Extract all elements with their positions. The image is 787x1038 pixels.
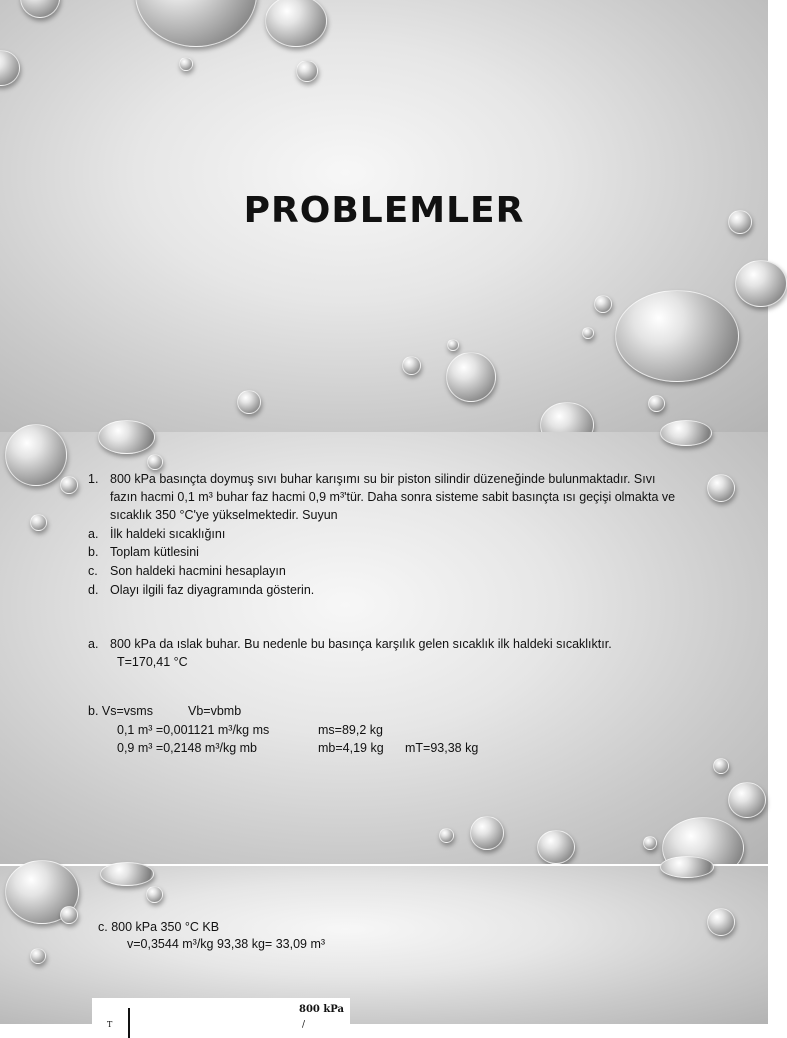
answer-b-mt: mT=93,38 kg (405, 741, 479, 755)
answer-b-heading: b. Vs=vsms (88, 704, 153, 718)
water-drop-decoration (30, 514, 47, 531)
water-drop-decoration (30, 948, 46, 964)
water-drop-decoration (582, 327, 594, 339)
problem-statement (110, 470, 704, 524)
slide-title: PROBLEMLER (243, 190, 525, 231)
water-drop-decoration (265, 0, 327, 47)
answer-b-heading-vb: Vb=vbmb (188, 704, 242, 718)
water-drop-decoration (594, 295, 612, 313)
problem-line: sıcaklık 350 °C'ye yükselmektedir. Suyun (110, 508, 338, 522)
water-drop-decoration (135, 0, 257, 47)
problem-number: 1. (88, 472, 99, 486)
answer-a-temperature: T=170,41 °C (117, 655, 188, 669)
water-drop-decoration (402, 356, 421, 375)
answer-b-eq1: 0,1 m³ =0,001121 m³/kg ms (117, 723, 270, 737)
water-drop-decoration (60, 906, 78, 924)
water-drop-decoration (707, 474, 735, 502)
water-drop-decoration (147, 454, 163, 470)
water-drop-decoration (643, 836, 657, 850)
water-drop-decoration (98, 420, 155, 454)
water-drop-decoration (707, 908, 735, 936)
water-drop-decoration (5, 424, 67, 486)
answer-a-letter: a. (88, 637, 99, 651)
t-axis (128, 1008, 130, 1038)
answer-a-text: 800 kPa da ıslak buhar. Bu nedenle bu basınça karşılık gelen sıcaklık ilk haldeki sıcaklıktır. (110, 637, 612, 651)
problem-line: 800 kPa basınçta doymuş sıvı buhar karışımı su bir piston silindir düzeneğinde bulunmaktadır. Sıvı (110, 472, 656, 486)
water-drop-decoration (615, 290, 739, 382)
task-letter: b. (88, 545, 99, 559)
water-drop-decoration (660, 420, 712, 446)
water-drop-decoration (735, 260, 787, 307)
t-axis-label: T (107, 1020, 113, 1029)
water-drop-decoration (100, 862, 154, 886)
answer-c-line2: v=0,3544 m³/kg 93,38 kg= 33,09 m³ (127, 937, 326, 951)
water-drop-decoration (237, 390, 261, 414)
water-drop-decoration (0, 50, 20, 86)
water-drop-decoration (20, 0, 60, 18)
answer-b-eq2: 0,9 m³ =0,2148 m³/kg mb (117, 741, 257, 755)
task-letter: d. (88, 583, 99, 597)
answer-b-mb: mb=4,19 kg (318, 741, 384, 755)
water-drop-decoration (713, 758, 729, 774)
task-text: Toplam kütlesini (110, 545, 199, 559)
answer-c-line1: c. 800 kPa 350 °C KB (98, 920, 220, 934)
water-drop-decoration (447, 339, 459, 351)
task-text: Olayı ilgili faz diyagramında gösterin. (110, 583, 315, 597)
water-drop-decoration (296, 60, 318, 82)
water-drop-decoration (446, 352, 496, 402)
task-text: İlk haldeki sıcaklığını (110, 527, 226, 541)
solution-slide (0, 866, 768, 1030)
water-drop-decoration (146, 886, 163, 903)
phase-diagram (92, 998, 350, 1038)
water-drop-decoration (60, 476, 78, 494)
water-drop-decoration (439, 828, 454, 843)
task-text: Son haldeki hacmini hesaplayın (110, 564, 286, 578)
water-drop-decoration (537, 830, 575, 864)
pressure-label: 800 kPa (299, 1004, 345, 1015)
problem-slide (0, 432, 768, 864)
answer-b-ms: ms=89,2 kg (318, 723, 383, 737)
water-drop-decoration (179, 57, 193, 71)
isobar-mark: / (302, 1020, 306, 1030)
water-drop-decoration (660, 856, 714, 878)
water-drop-decoration (648, 395, 665, 412)
water-drop-decoration (728, 782, 766, 818)
title-slide (0, 0, 768, 432)
water-drop-decoration (470, 816, 504, 850)
problem-line: fazın hacmi 0,1 m³ buhar faz hacmi 0,9 m³'tür. Daha sonra sisteme sabit basınçta ısı geçişi olmakta ve (110, 490, 676, 504)
task-letter: c. (88, 564, 98, 578)
task-letter: a. (88, 527, 99, 541)
